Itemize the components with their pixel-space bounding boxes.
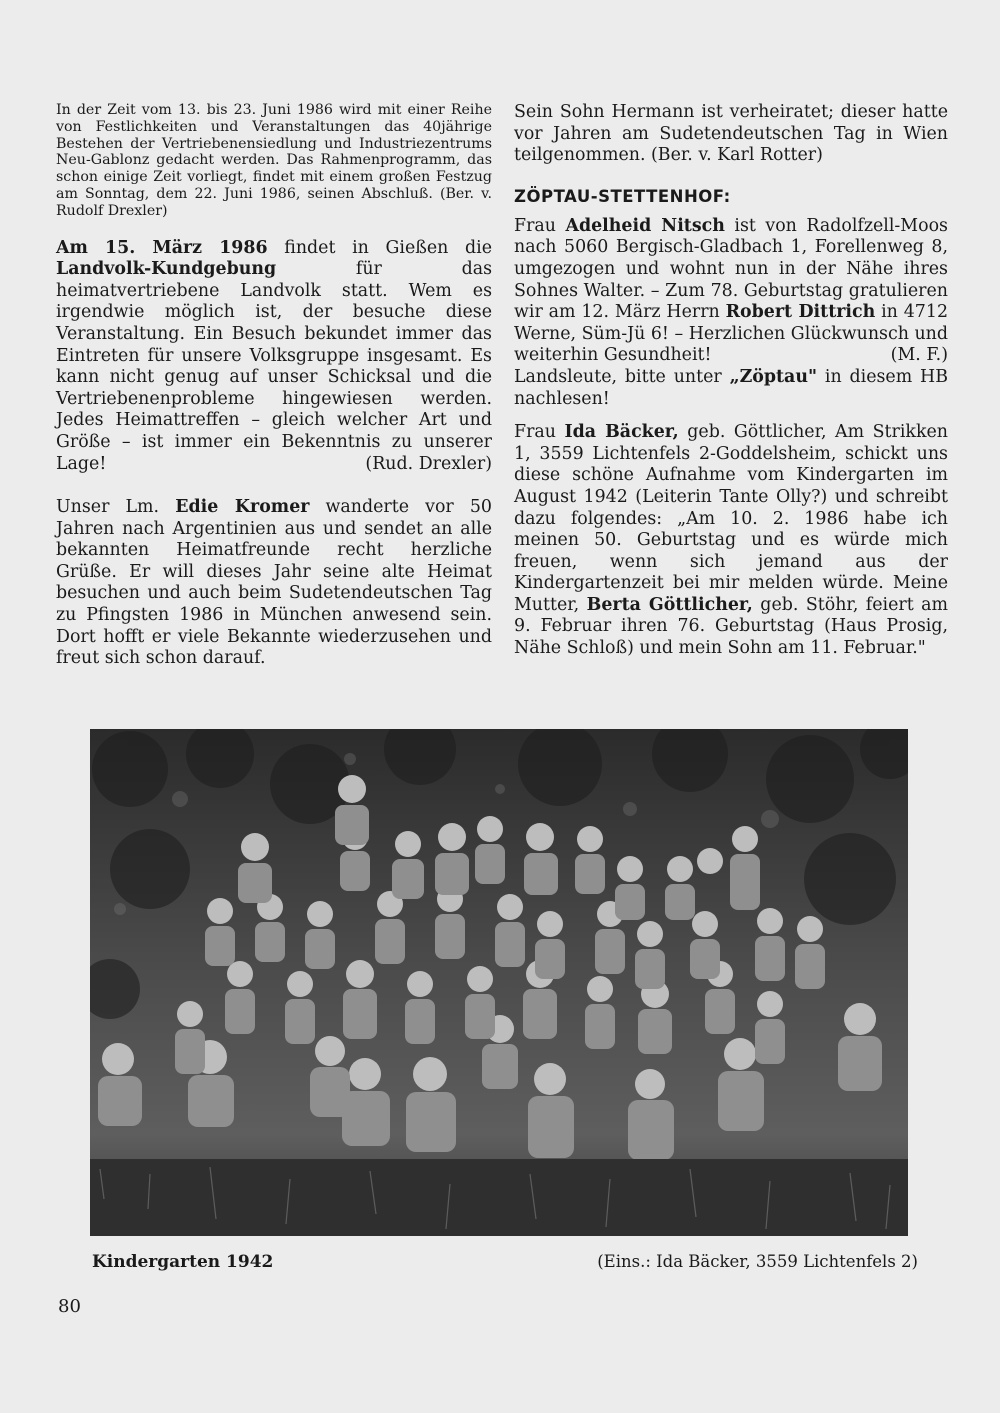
article-neu-gablonz: In der Zeit vom 13. bis 23. Juni 1986 wird mit einer Reihe von Festlichkeiten und Veranstaltungen das 40jährige Bestehen der Vertriebenensiedlung und Industriezentrums Neu-Gablonz gedacht werden. Das Rahmenprogramm, das schon einige Zeit vorliegt, findet mit einem großen Festzug am Sonntag, dem 22. Juni 1986, seinen Abschluß. (Ber. v. Rudolf Drexler) xyxy=(56,102,492,219)
text: in 4712 Werne, Süm-Jü 6! – Herzlichen Glückwunsch und weiterhin Gesundheit! xyxy=(514,302,949,366)
article-rotter: Sein Sohn Hermann ist verheiratet; dieser hatte vor Jahren am Sudetendeutschen Tag in Wien teilgenommen. (Ber. v. Karl Rotter) xyxy=(514,102,948,166)
text: geb. Göttlicher, Am Strikken 1, 3559 Lichtenfels 2-Goddelsheim, schickt uns diese schöne Aufnahme vom Kindergarten im August 1942 (Leiterin Tante Olly?) und schreibt dazu folgendes: „Am 10. 2. 1986 habe ich meinen 50. Geburtstag und es würde mich freuen, wenn sich jemand aus der Kindergartenzeit bei mir melden würde. Meine Mutter, xyxy=(514,422,948,615)
bold-name: Robert Dittrich xyxy=(725,302,876,323)
article-hb-note xyxy=(514,367,948,410)
photo-caption: Kindergarten 1942 xyxy=(92,1252,274,1272)
text: Landsleute, bitte unter xyxy=(514,366,730,387)
left-column xyxy=(56,102,492,692)
bold-date: Am 15. März 1986 xyxy=(56,237,268,258)
text: Unser Lm. xyxy=(56,497,176,518)
text: geb. Stöhr, feiert am 9. Februar ihren 76. Geburtstag (Haus Prosig, Nähe Schloß) und mein Sohn am 11. Februar." xyxy=(514,594,948,659)
page-number: 80 xyxy=(58,1296,81,1317)
bold-place: „Zöptau" xyxy=(729,366,818,387)
text: Frau xyxy=(514,215,566,236)
text: findet in Gießen die xyxy=(267,237,492,258)
kindergarten-group-photo xyxy=(90,729,908,1236)
author-signature: (Rud. Drexler) xyxy=(365,453,492,474)
article-landvolk xyxy=(56,238,492,476)
photo-credit: (Eins.: Ida Bäcker, 3559 Lichtenfels 2) xyxy=(597,1252,918,1271)
bold-name: Edie Kromer xyxy=(175,497,310,518)
bold-name: Adelheid Nitsch xyxy=(565,215,725,236)
text: Frau xyxy=(514,422,565,443)
section-heading: ZÖPTAU-STETTENHOF: xyxy=(514,186,731,206)
text: wanderte vor 50 Jahren nach Argentinien aus und sendet an alle bekannten Heimatfreunde recht herzliche Grüße. Er will dieses Jahr seine alte Heimat besuchen und auch beim Sudetendeutschen Tag zu Pfingsten 1986 in München anwesend sein. Dort hofft er viele Bekannte wiederzusehen und freut sich schon darauf. xyxy=(56,497,492,669)
bold-event: Landvolk-Kundgebung xyxy=(56,259,277,280)
text: ist von Radolfzell-Moos nach 5060 Bergisch-Gladbach 1, Forellenweg 8, umgezogen und wohnt nun in der Nähe ihres Sohnes Walter. – Zum 78. Geburtstag gratulieren wir am 12. März Herrn xyxy=(514,215,948,323)
right-column xyxy=(514,102,948,672)
bold-name: Ida Bäcker, xyxy=(564,422,679,443)
text: in diesem HB nachlesen! xyxy=(514,366,948,409)
article-baecker xyxy=(514,422,948,660)
article-nitsch xyxy=(514,216,948,367)
bold-name: Berta Göttlicher, xyxy=(586,594,753,615)
text: für das heimatvertriebene Landvolk statt. Wem es irgendwie möglich ist, der besuche diese Veranstaltung. Ein Besuch bekundet immer das Eintreten für unsere Volksgruppe insgesamt. Es kann nicht genug auf unser Schicksal und die Vertriebenenprobleme hingewiesen werden. Jedes Heimattreffen – gleich welcher Art und Größe – ist immer ein Bekenntnis zu unserer Lage! xyxy=(56,259,492,474)
author-signature: (M. F.) xyxy=(890,345,948,366)
article-kromer xyxy=(56,497,492,670)
